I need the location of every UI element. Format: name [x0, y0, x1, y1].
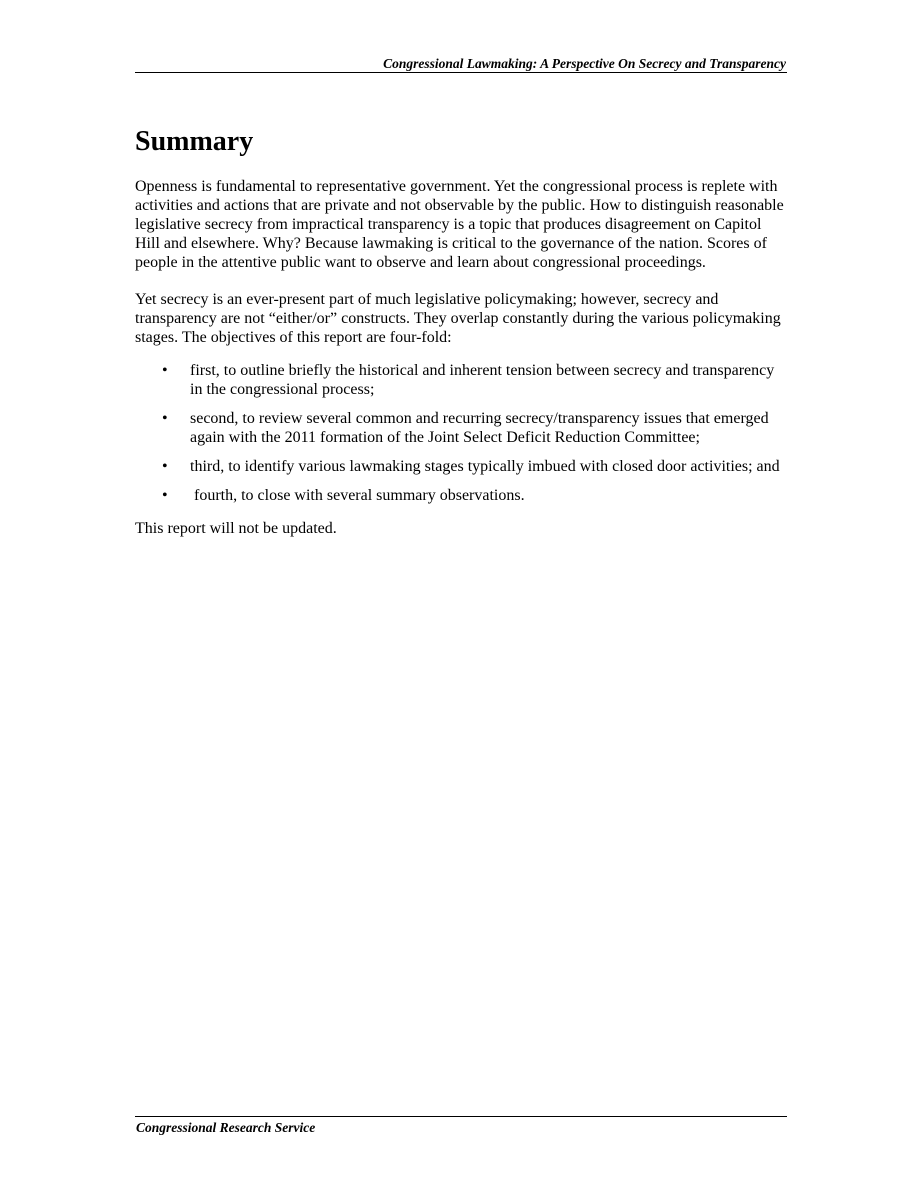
footer-divider — [135, 1116, 787, 1117]
objective-text: first, to outline briefly the historical and inherent tension between secrecy and transparency in the congressional process; — [190, 362, 775, 398]
objectives-list — [135, 361, 790, 505]
objective-item — [135, 486, 790, 505]
bullet-icon: • — [162, 410, 168, 427]
objectives-paragraph: Yet secrecy is an ever-present part of much legislative policymaking; however, secrecy and transparency are not “either/or” constructs. They overlap constantly during the various policymaking stages. The objectives of this report are four-fold: — [135, 291, 781, 346]
closing-note: This report will not be updated. — [135, 520, 337, 537]
intro-paragraph: Openness is fundamental to representative government. Yet the congressional process is replete with activities and actions that are private and not observable by the public. How to distinguish reasonable legislative secrecy from impractical transparency is a topic that produces disagreement on Capitol Hill and elsewhere. Why? Because lawmaking is critical to the governance of the nation. Scores of people in the attentive public want to observe and learn about congressional proceedings. — [135, 178, 784, 271]
bullet-icon: • — [162, 458, 168, 475]
bullet-icon: • — [162, 362, 168, 379]
running-footer: Congressional Research Service — [136, 1120, 316, 1135]
running-header: Congressional Lawmaking: A Perspective On Secrecy and Transparency — [383, 56, 786, 71]
summary-section — [135, 122, 790, 538]
section-heading: Summary — [135, 126, 254, 157]
objective-text: third, to identify various lawmaking stages typically imbued with closed door activities; and — [190, 458, 780, 475]
objective-text: second, to review several common and recurring secrecy/transparency issues that emerged again with the 2011 formation of the Joint Select Deficit Reduction Committee; — [190, 410, 769, 446]
objective-item — [135, 361, 790, 399]
objective-text: fourth, to close with several summary observations. — [190, 487, 525, 504]
objective-item — [135, 409, 790, 447]
bullet-icon: • — [162, 487, 168, 504]
header-divider — [135, 72, 787, 73]
objective-item — [135, 457, 790, 476]
